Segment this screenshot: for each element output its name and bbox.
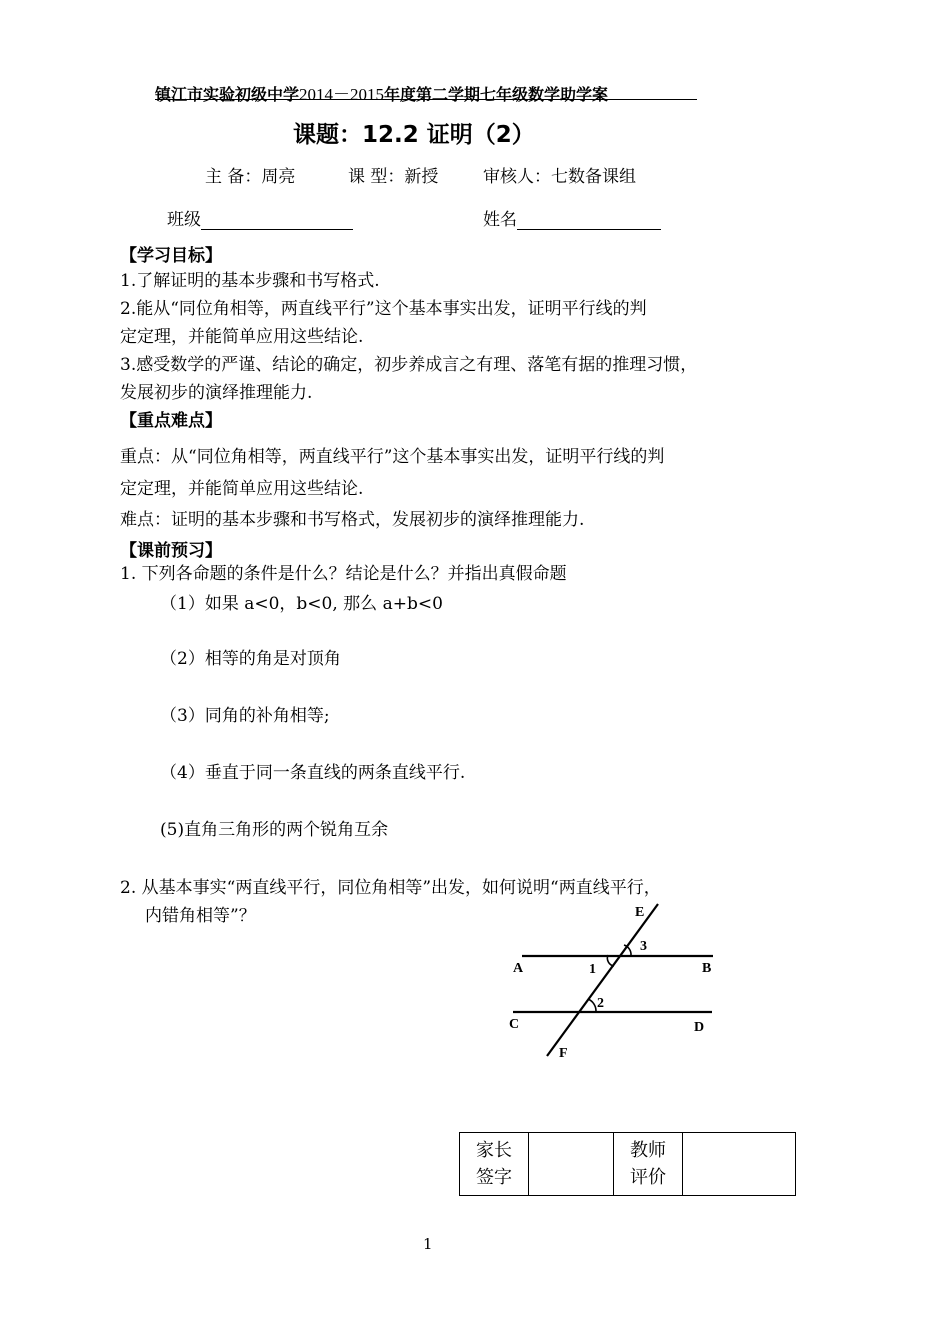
- objectives-heading: 【学习目标】: [120, 246, 222, 266]
- header-year: 2014－2015: [299, 85, 385, 104]
- transversal-ef: [547, 904, 658, 1056]
- parent-signature-label: [460, 1133, 529, 1196]
- name-label: 姓名: [483, 210, 517, 230]
- objective-item: 发展初步的演绎推理能力.: [120, 383, 313, 403]
- objective-item: 定定理，并能简单应用这些结论.: [120, 327, 364, 347]
- signature-table: [459, 1132, 796, 1196]
- question-1-item: (5)直角三角形的两个锐角互余: [160, 820, 389, 840]
- name-blank[interactable]: [517, 211, 661, 230]
- question-1: 1. 下列各命题的条件是什么？结论是什么？并指出真假命题: [120, 564, 567, 584]
- question-1-item: （4）垂直于同一条直线的两条直线平行.: [160, 763, 466, 783]
- page-number: 1: [423, 1235, 433, 1253]
- meta-reviewer: 审核人：七数备课组: [483, 167, 636, 187]
- page-title: 课题：12.2 证明（2）: [293, 122, 535, 148]
- parallel-lines-figure: [500, 898, 740, 1068]
- parent-label-line2: 签字: [476, 1167, 512, 1188]
- teacher-label-line1: 教师: [630, 1140, 666, 1161]
- meta-preparer: 主 备：周亮: [205, 167, 296, 187]
- preview-heading: 【课前预习】: [120, 541, 222, 561]
- label-f: F: [559, 1046, 568, 1061]
- header-underline: [155, 99, 697, 100]
- header-term: 年度第二学期七年级数学助学案: [384, 85, 609, 104]
- keypoint-line: 定定理，并能简单应用这些结论.: [120, 479, 364, 499]
- question-2-continued: 内错角相等”？: [145, 906, 256, 926]
- class-label: 班级: [167, 210, 201, 230]
- keypoint-line: 难点：证明的基本步骤和书写格式，发展初步的演绎推理能力.: [120, 510, 585, 530]
- teacher-evaluation-label: [614, 1133, 683, 1196]
- label-c: C: [509, 1017, 520, 1032]
- objective-item: 2.能从“同位角相等，两直线平行”这个基本事实出发，证明平行线的判: [120, 299, 647, 319]
- teacher-label-line2: 评价: [630, 1167, 666, 1188]
- objective-item: 3.感受数学的严谨、结论的确定，初步养成言之有理、落笔有据的推理习惯，: [120, 355, 698, 375]
- label-angle-1: 1: [589, 962, 596, 977]
- parent-label-line1: 家长: [476, 1140, 512, 1161]
- question-1-item: （3）同角的补角相等;: [160, 706, 330, 726]
- class-field: [167, 205, 353, 230]
- label-a: A: [513, 961, 524, 976]
- question-1-item: （1）如果 a<0，b<0, 那么 a+b<0: [160, 594, 443, 614]
- question-1-item: （2）相等的角是对顶角: [160, 649, 341, 669]
- objective-item: 1.了解证明的基本步骤和书写格式.: [120, 271, 380, 291]
- document-header: [155, 80, 608, 105]
- keypoints-heading: 【重点难点】: [120, 411, 222, 431]
- label-angle-2: 2: [597, 996, 604, 1011]
- label-d: D: [694, 1020, 705, 1035]
- meta-lesson-type: 课 型：新授: [348, 167, 439, 187]
- teacher-evaluation-cell[interactable]: [683, 1133, 796, 1196]
- angle-2-arc: [588, 999, 596, 1011]
- name-field: [483, 205, 661, 230]
- label-angle-3: 3: [640, 939, 647, 954]
- label-e: E: [635, 905, 645, 920]
- question-2: 2. 从基本事实“两直线平行，同位角相等”出发，如何说明“两直线平行，: [120, 878, 661, 898]
- class-blank[interactable]: [201, 211, 353, 230]
- label-b: B: [702, 961, 712, 976]
- parent-signature-cell[interactable]: [529, 1133, 614, 1196]
- header-school: 镇江市实验初级中学: [155, 85, 300, 104]
- keypoint-line: 重点：从“同位角相等，两直线平行”这个基本事实出发，证明平行线的判: [120, 447, 665, 467]
